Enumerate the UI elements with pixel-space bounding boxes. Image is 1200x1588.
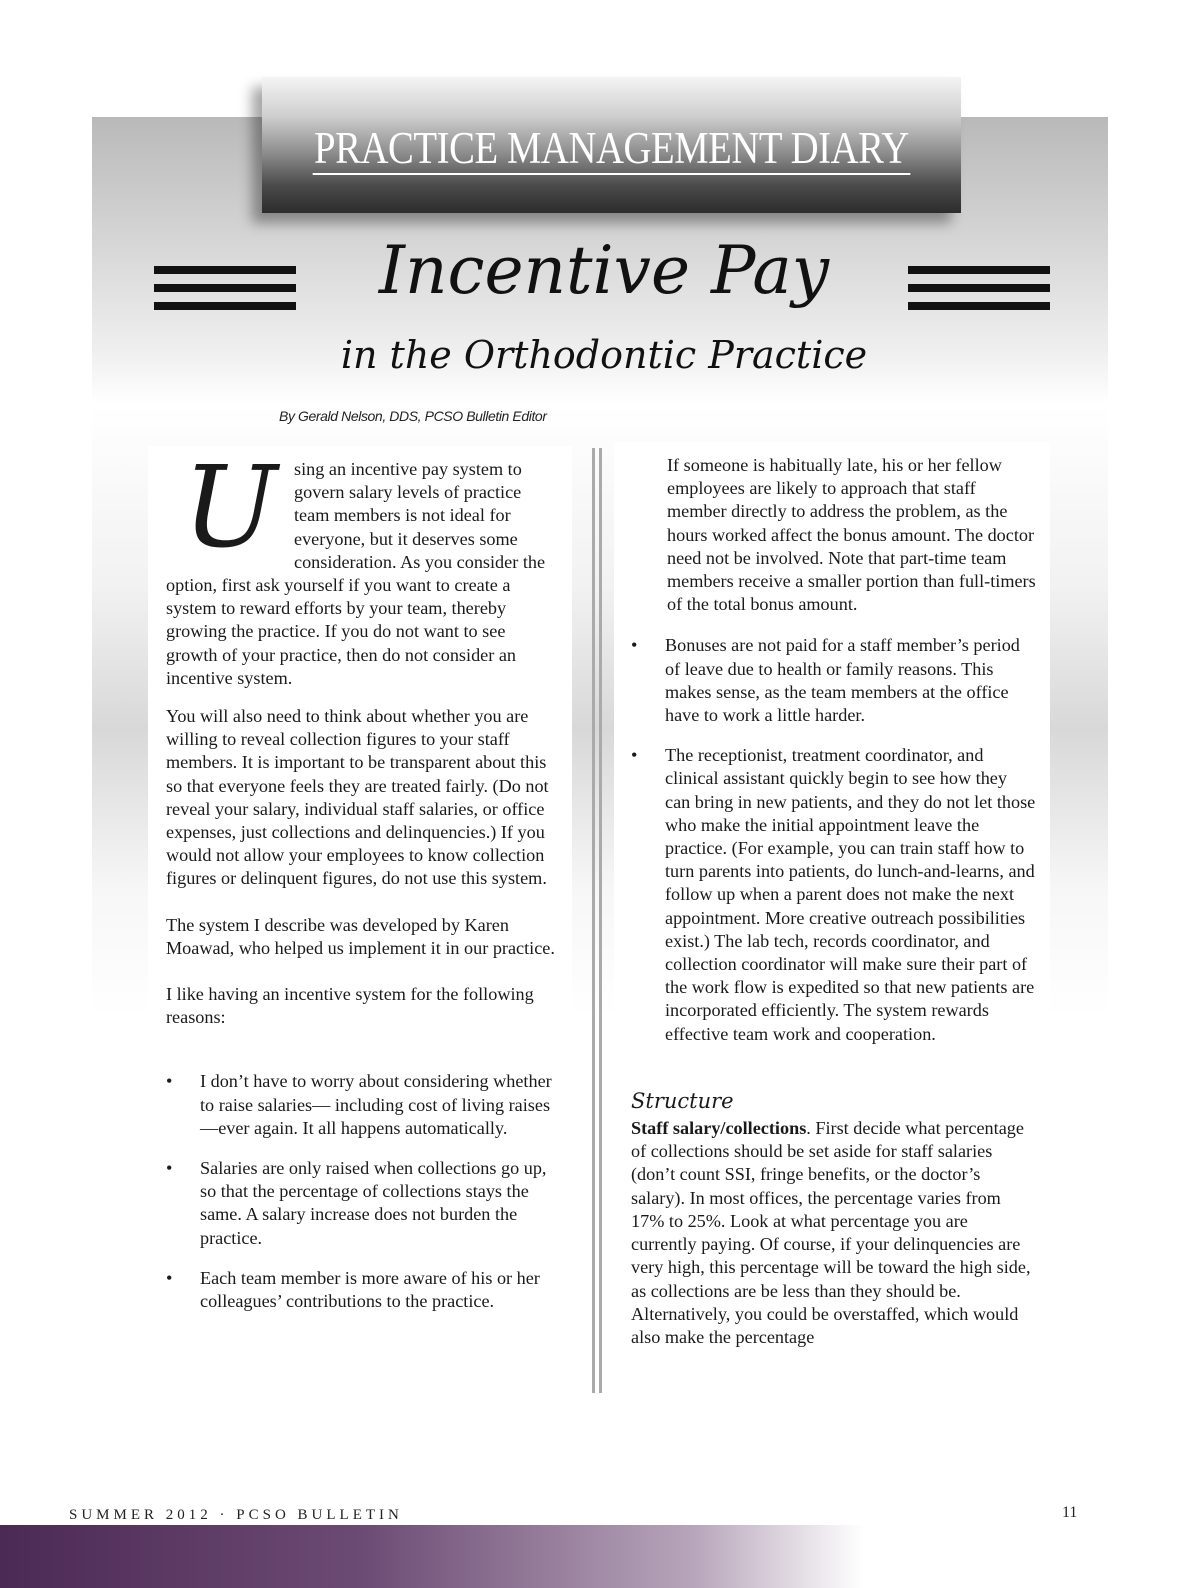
byline: By Gerald Nelson, DDS, PCSO Bulletin Editor [279, 408, 547, 424]
article-subtitle: in the Orthodontic Practice [340, 333, 868, 377]
list-item: • Salaries are only raised when collections go up, so that the percentage of collections stays the same. A salary increase does not burden the practice. [166, 1157, 556, 1250]
footer-gradient-bar [0, 1525, 1200, 1588]
right-column [631, 454, 1036, 1349]
paragraph: The system I describe was developed by Karen Moawad, who helped us implement it in our practice. [166, 914, 555, 958]
paragraph: You will also need to think about whether you are willing to reveal collection figures to your staff members. It is important to be transparent about this so that everyone feels they are treated fairly. (Do not reveal your salary, individual staff salaries, or office expenses, just collections and delinquencies.) If you would not allow your employees to know collection figures or delinquent figures, do not use this system. [166, 706, 549, 889]
drop-cap: U [182, 443, 278, 573]
left-column [166, 443, 556, 1313]
list-item: • I don’t have to worry about considering whether to raise salaries— including cost of living raises—ever again. It all happens automatically. [166, 1070, 556, 1140]
banner-title [311, 122, 912, 174]
structure-text: . First decide what percentage of collections should be set aside for staff salaries (don’t count SSI, fringe benefits, or the doctor’s salary). In most offices, the percentage varies from 17% to 25%. Look at what percentage you are currently paying. Of course, if your delinquencies are very high, this percentage will be toward the high side, as collections are be less than they should be. Alternatively, you could be overstaffed, which would also make the percentage [631, 1118, 1031, 1347]
list-item: • Each team member is more aware of his or her colleagues’ contributions to the practice. [166, 1267, 556, 1313]
paragraph: If someone is habitually late, his or her fellow employees are likely to approach that staff member directly to address the problem, as the hours worked affect the bonus amount. The doctor need not be involved. Note that part-time team members receive a smaller portion than full-timers of the total bonus amount. [667, 455, 1036, 615]
benefits-list [631, 634, 1036, 1045]
structure-bold-lead: Staff salary/collections [631, 1118, 807, 1139]
intro-text: sing an incentive pay system to govern salary levels of practice team members is not ideal for everyone, but it deserves some consideration. As you consider the option, first ask yourself if you want to create a system to reward efforts by your team, thereby growing the practice. If you do not want to see growth of your practice, then do not consider an incentive system. [166, 459, 546, 688]
page-number: 11 [1062, 1504, 1078, 1521]
section-heading: Structure [631, 1088, 734, 1113]
paragraph: I like having an incentive system for the following reasons: [166, 984, 534, 1028]
column-divider [592, 448, 602, 1393]
reasons-list [166, 1070, 556, 1313]
structure-paragraph [631, 1117, 1036, 1349]
article-title: Incentive Pay [378, 232, 830, 309]
list-item: • Bonuses are not paid for a staff member’s period of leave due to health or family reasons. This makes sense, as the team members at the office have to work a little harder. [631, 634, 1036, 727]
banner-title-text: PRACTICE MANAGEMENT DIARY [314, 123, 909, 173]
list-item: • The receptionist, treatment coordinator, and clinical assistant quickly begin to see how they can bring in new patients, and they do not let those who make the initial appointment leave the practice. (For example, you can train staff how to turn parents into patients, do lunch-and-learns, and follow up when a parent does not make the next appointment. More creative outreach possibilities exist.) The lab tech, records coordinator, and collection coordinator will make sure their part of the work flow is expedited so that new patients are incorporated efficiently. The system rewards effective team work and cooperation. [631, 744, 1036, 1046]
section-banner [262, 77, 961, 213]
intro-paragraph [166, 443, 556, 690]
publication-footer: SUMMER 2012 · PCSO BULLETIN [69, 1507, 403, 1523]
